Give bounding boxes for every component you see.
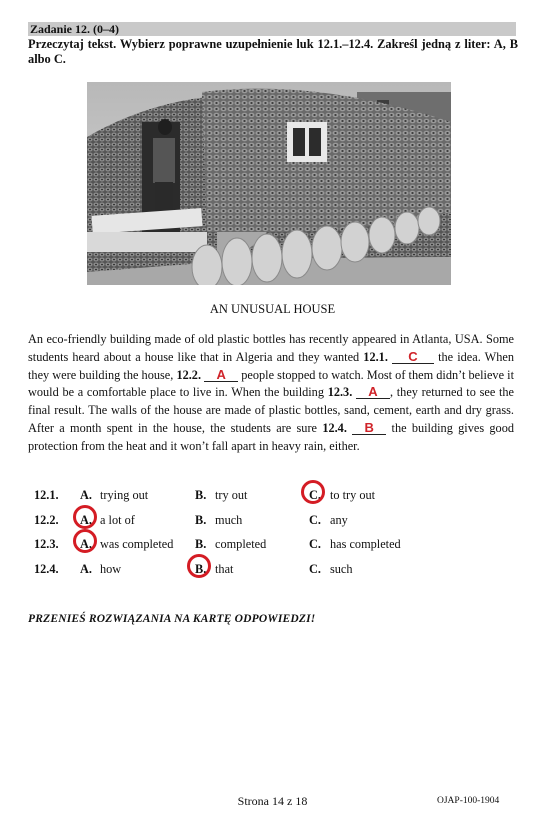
gap-number-2: 12.2. [176,367,202,382]
option-letter-a[interactable]: A. [80,488,92,502]
option-text-a: how [100,561,122,576]
option-letter-c[interactable]: C. [309,488,321,502]
text-part-2: the idea. When they were building the house, [28,349,515,382]
option-text-a: trying out [100,488,149,502]
text-part-3: people stopped to watch. Most of them didn’t believe it would be a comfortable place to live in. When the building [28,367,514,400]
answer-circle-mark [73,505,97,529]
option-letter-a[interactable]: A. [80,537,92,551]
gap-answer-3: A [356,386,390,399]
answer-circle-mark [73,529,97,553]
task-instruction: Przeczytaj tekst. Wybierz poprawne uzupełnienie luk 12.1.–12.4. Zakreśl jedną z liter: A, B albo C. [28,37,518,66]
bottle-house-photo [87,82,451,285]
text-heading: AN UNUSUAL HOUSE [209,302,336,316]
gap-number-3: 12.3. [327,385,353,400]
option-letter-c[interactable]: C. [309,561,321,576]
transfer-note: PRZENIEŚ ROZWIĄZANIA NA KARTĘ ODPOWIEDZI! [28,613,316,625]
question-number: 12.1. [34,488,59,502]
option-text-c: such [330,561,353,576]
page-number: Strona 14 z 18 [237,794,308,808]
gap-answer-1: C [392,351,434,364]
option-letter-a[interactable]: A. [80,561,92,576]
text-part-1: An eco-friendly building made of old plastic bottles has recently appeared in Atlanta, USA. Some students heard about a house like that in Algeria and they wanted [28,332,514,364]
option-text-b: that [215,561,234,576]
option-text-c: to try out [330,488,376,502]
gap-answer-4: B [352,422,386,435]
option-text-a: a lot of [100,512,135,527]
question-number: 12.3. [34,537,59,551]
option-letter-b[interactable]: B. [195,512,207,527]
question-number: 12.4. [34,561,59,576]
option-text-b: try out [215,488,248,502]
option-text-b: much [215,512,243,527]
option-letter-c[interactable]: C. [309,512,321,527]
exam-code: OJAP-100-1904 [437,796,500,806]
gap-answer-2: A [204,369,238,382]
task-title: Zadanie 12. (0–4) [28,22,516,36]
text-part-4: , they returned to see the final result. The walls of the house are made of plastic bottles, sand, cement, earth and dry grass. After a month spent in the house, the students are sure [28,385,515,435]
option-letter-b[interactable]: B. [195,488,207,502]
question-number: 12.2. [34,512,59,527]
gap-number-4: 12.4. [322,420,347,435]
option-letter-a[interactable]: A. [80,512,92,527]
option-letter-b[interactable]: B. [195,537,207,551]
gap-number-1: 12.1. [363,349,388,364]
option-text-c: any [330,512,348,527]
answer-circle-mark [187,554,211,578]
option-text-a: was completed [100,537,174,551]
option-text-b: completed [215,537,267,551]
option-letter-b[interactable]: B. [195,561,207,576]
answer-circle-mark [301,480,325,504]
option-text-c: has completed [330,537,401,551]
text-part-5: the building gives good protection from the heat and it won’t fall apart in heavy rain, either. [28,420,514,453]
reading-text [28,331,514,456]
option-letter-c[interactable]: C. [309,537,321,551]
